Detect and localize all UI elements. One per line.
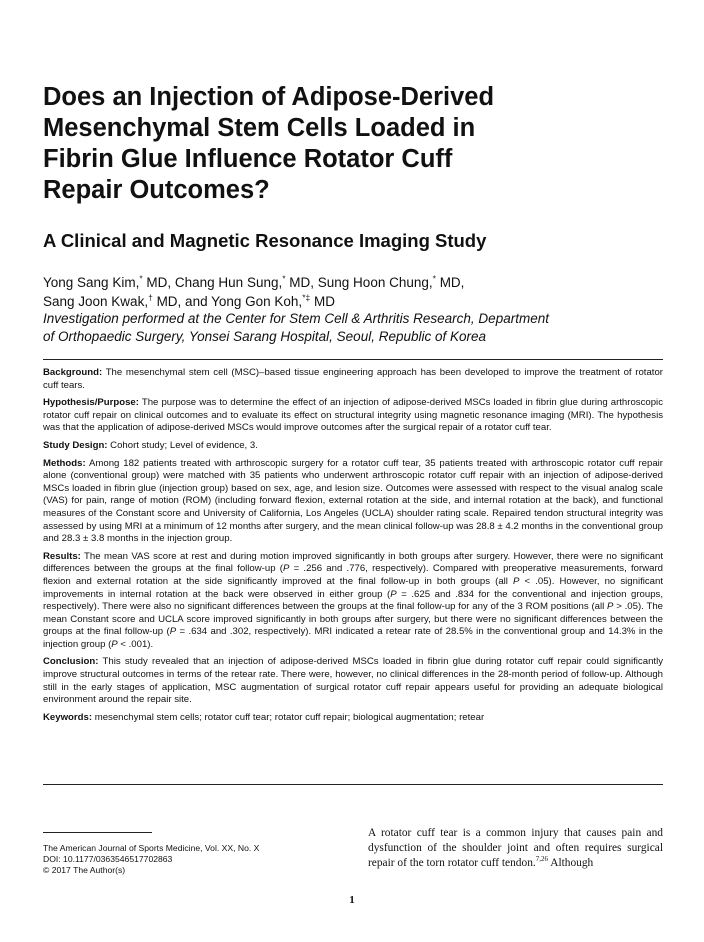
author-name: Yong Sang Kim, xyxy=(43,275,140,290)
section-text: < .001). xyxy=(117,638,154,650)
section-label: Keywords: xyxy=(43,711,93,723)
affiliation-line: of Orthopaedic Surgery, Yonsei Sarang Hospital, Seoul, Republic of Korea xyxy=(43,329,487,344)
body-paragraph: A rotator cuff tear is a common injury that causes pain and dysfunction of the shoulder joint and often requires surgical repair of the torn rotator cuff tendon. xyxy=(368,827,663,869)
p-value-symbol: P xyxy=(169,626,177,638)
section-text: This study revealed that an injection of adipose-derived MSCs loaded in fibrin glue during rotator cuff repair could significantly improve structural outcomes in terms of the retear rate. There were, however, no clinical differences in the 28-month period of follow-up. Although still in the early stages of application, MSC augmentation of surgical rotator cuff repair appears useful for providing an adequate biological environment around the repair site. xyxy=(43,656,663,706)
author-degree: MD, and xyxy=(152,294,212,309)
abstract-hypothesis xyxy=(43,397,663,435)
section-text: = .625 and .834 for the conventional and injection groups, respectively). There were also no significant differences between the groups at the final follow-up for any of the 3 ROM positions (all xyxy=(43,588,663,613)
author-degree: MD, xyxy=(142,275,175,290)
doi: DOI: 10.1177/0363546517702863 xyxy=(43,854,173,864)
section-text: The mesenchymal stem cell (MSC)–based tissue engineering approach has been developed to improve the treatment of rotator cuff tears. xyxy=(43,367,663,391)
author-degree: MD, xyxy=(435,275,465,290)
author-degree: MD, xyxy=(285,275,318,290)
author-name: Yong Gon Koh, xyxy=(211,294,303,309)
citation-ref: 7,26 xyxy=(535,855,548,864)
section-text: Cohort study; Level of evidence, 3. xyxy=(107,439,258,451)
body-text xyxy=(368,826,663,871)
section-text: The purpose was to determine the effect of an injection of adipose-derived MSCs loaded in fibrin glue during arthroscopic rotator cuff repair on clinical outcomes and to evaluate its effect on structural integrity using magnetic resonance imaging (MRI). The hypothesis was that the application of adipose-derived MSCs would improve outcomes after the surgical repair of a rotator cuff tear. xyxy=(43,397,663,434)
abstract-background xyxy=(43,367,663,392)
section-label: Study Design: xyxy=(43,439,108,451)
article-title xyxy=(43,82,663,206)
author-name: Chang Hun Sung, xyxy=(174,275,283,290)
author-list xyxy=(43,273,663,311)
section-text: = .634 and .302, respectively). MRI indicated a retear rate of 28.5% in the conventional group and 14.3% in the injection group ( xyxy=(43,626,663,650)
section-label: Conclusion: xyxy=(43,656,99,668)
footnote-rule xyxy=(43,832,152,833)
p-value-symbol: P xyxy=(282,563,290,575)
author-name: Sang Joon Kwak, xyxy=(43,294,149,309)
title-line: Mesenchymal Stem Cells Loaded in xyxy=(43,114,476,142)
section-label: Results: xyxy=(43,550,81,562)
section-text: The mean VAS score at rest and during motion improved significantly in both groups after surgery. However, there were no significant differences between the groups at the final follow-up ( xyxy=(43,550,663,575)
article-subtitle: A Clinical and Magnetic Resonance Imaging Study xyxy=(43,230,487,251)
section-text: < .05). However, no significant improvements in internal rotation at the back were observed in either group ( xyxy=(43,575,664,600)
abstract-bottom-rule xyxy=(43,784,663,785)
p-value-symbol: P xyxy=(390,588,397,600)
affiliation-line: Investigation performed at the Center for Stem Cell & Arthritis Research, Department xyxy=(43,311,549,326)
section-text: Among 182 patients treated with arthroscopic surgery for a rotator cuff tear, 35 patients treated with arthroscopic rotator cuff repair alone (conventional group) were matched with 35 patients who underwent arthroscopic rotator cuff repair with an injection of adipose-derived MSCs loaded in fibrin glue (injection group) based on sex, age, and lesion size. Outcomes were assessed with respect to the visual analog scale (VAS) for pain, range of motion (ROM) (including forward flexion, external rotation at the side, and internal rotation at the back), and functional measures of the Constant score and University of California, Los Angeles (UCLA) shoulder rating scale. Repaired tendon structural integrity was assessed by using MRI at a minimum of 12 months after surgery, and the mean clinical follow-up was 28.8 ± 4.2 months in the conventional group and 28.3 ± 3.8 months in the injection group. xyxy=(43,457,663,545)
author-mark: * xyxy=(139,273,143,284)
section-label: Hypothesis/Purpose: xyxy=(43,397,139,409)
p-value-symbol: P xyxy=(607,601,614,613)
section-text: mesenchymal stem cells; rotator cuff tear; rotator cuff repair; biological augmentation; retear xyxy=(92,711,485,723)
section-label: Methods: xyxy=(43,457,86,469)
body-paragraph-cont: Although xyxy=(548,857,594,869)
abstract-study-design xyxy=(43,440,663,453)
author-mark: * xyxy=(432,273,436,284)
journal-footnote xyxy=(43,843,343,876)
abstract-conclusion xyxy=(43,656,663,706)
section-label: Background: xyxy=(43,367,103,378)
abstract-methods xyxy=(43,458,663,546)
title-line: Fibrin Glue Influence Rotator Cuff xyxy=(43,145,453,173)
author-mark: *‡ xyxy=(302,292,311,303)
author-name: Sung Hoon Chung, xyxy=(317,275,433,290)
author-mark: † xyxy=(148,292,153,303)
page-number: 1 xyxy=(349,894,355,906)
section-text: = .256 and .776, respectively). Compared with preoperative measurements, forward flexion and external rotation at the side significantly improved at the final follow-up in both groups (all xyxy=(43,563,663,587)
affiliation xyxy=(43,310,663,346)
abstract-results xyxy=(43,551,663,652)
author-degree: MD xyxy=(310,294,335,309)
copyright: © 2017 The Author(s) xyxy=(43,865,126,875)
abstract-block xyxy=(43,367,663,729)
title-line: Does an Injection of Adipose-Derived xyxy=(43,83,495,111)
p-value-symbol: P xyxy=(513,575,520,587)
abstract-keywords xyxy=(43,712,663,725)
author-mark: * xyxy=(282,273,286,284)
journal-name: The American Journal of Sports Medicine, Vol. XX, No. X xyxy=(43,843,260,853)
abstract-top-rule xyxy=(43,359,663,360)
title-line: Repair Outcomes? xyxy=(43,176,270,204)
section-text: > .05). The mean Constant score and UCLA score improved significantly in both groups after surgery, but there were no significant differences between the groups at the final follow-up ( xyxy=(43,601,663,638)
p-value-symbol: P xyxy=(111,638,118,650)
